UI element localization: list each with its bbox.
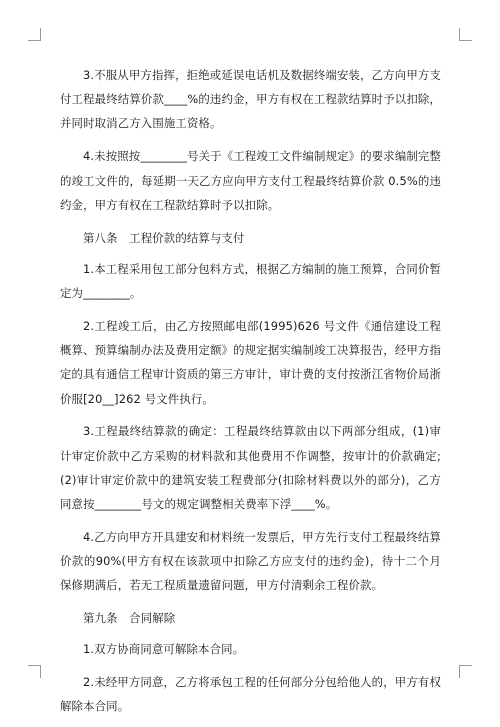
clause-paragraph: 4.未按照按________号关于《工程竣工文件编制规定》的要求编制完整的竣工文件的，每延期一天乙方应向甲方支付工程最终结算价款 0.5%的违约金，甲方有权在工程款结算时予以扣除。 [60, 149, 441, 212]
clause-paragraph: 1.本工程采用包工部分包料方式，根据乙方编制的施工预算，合同价暂定为________。 [60, 261, 441, 300]
clause-paragraph: 3.工程最终结算款的确定：工程最终结算款由以下两部分组成，(1)审计审定价款中乙方采购的材料款和其他费用不作调整，按审计的价款确定;(2)审计审定价款中的建筑安装工程费部分(扣除材料费以外的部分)，乙方同意按________号文的规定调整相关费率下浮____%。 [60, 424, 441, 511]
crop-mark-bottom-left [28, 665, 41, 678]
crop-mark-top-right [459, 28, 472, 41]
clause-paragraph: 1.双方协商同意可解除本合同。 [83, 642, 245, 657]
clause-paragraph: 3.不服从甲方指挥，拒绝或延误电话机及数据终端安装，乙方向甲方支付工程最终结算价款____%的违约金，甲方有权在工程款结算时予以扣除，并同时取消乙方入围施工资格。 [60, 68, 441, 131]
section-heading: 第九条 合同解除 [83, 611, 176, 626]
document-body [60, 63, 441, 727]
crop-mark-bottom-right [459, 665, 472, 678]
clause-paragraph: 2.工程竣工后，由乙方按照邮电部(1995)626 号文件《通信建设工程概算、预算编制办法及费用定额》的规定据实编制竣工决算报告，经甲方指定的具有通信工程审计资质的第三方审计，审计费的支付按浙江省物价局浙价服[20__]262 号文件执行。 [60, 318, 441, 406]
section-heading: 第八条 工程价款的结算与支付 [83, 230, 245, 245]
clause-paragraph: 4.乙方向甲方开具建安和材料统一发票后，甲方先行支付工程最终结算价款的90%(甲方有权在该款项中扣除乙方应支付的违约金)，待十二个月保修期满后，若无工程质量遗留问题，甲方付清剩余工程价款。 [60, 529, 441, 593]
crop-mark-top-left [28, 28, 41, 41]
clause-paragraph: 2.未经甲方同意，乙方将承包工程的任何部分分包给他人的，甲方有权解除本合同。 [60, 675, 441, 714]
